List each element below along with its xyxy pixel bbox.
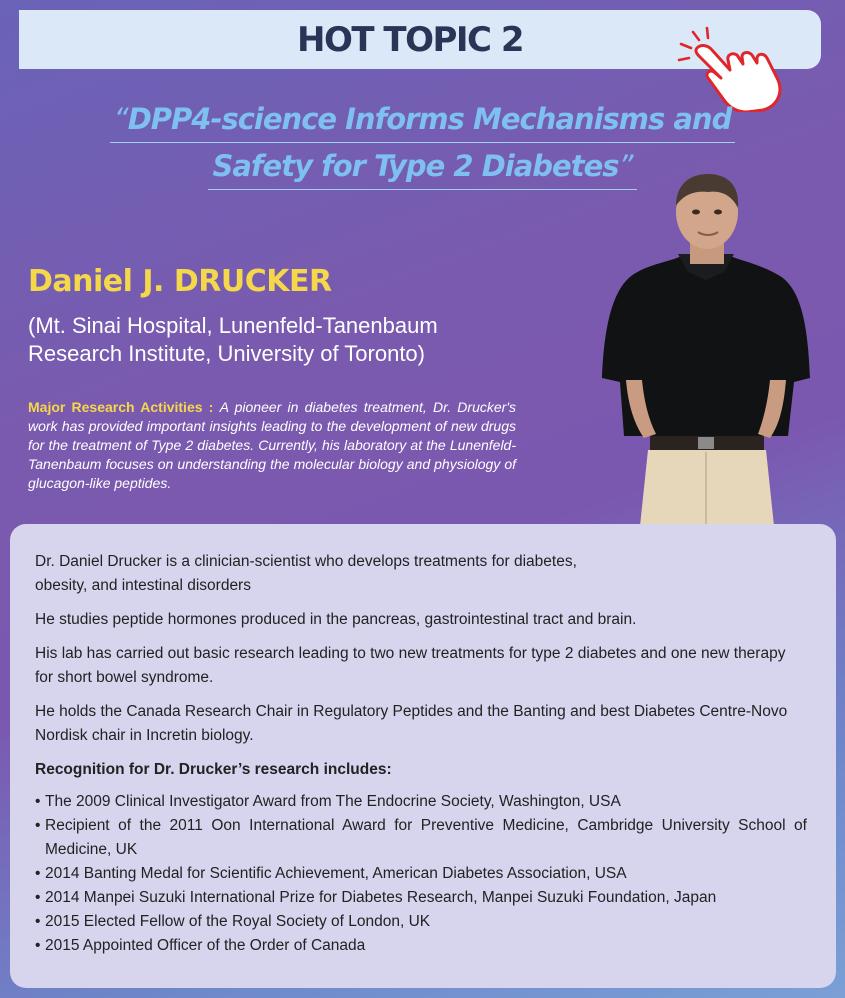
award-item: • Recipient of the 2011 Oon International Award for Preventive Medicine, Cambridge University School of Medicine, UK [35,814,807,862]
banner-title: HOT TOPIC 2 [297,19,523,60]
research-activities [28,398,516,493]
bio-paragraph-1 [35,550,807,598]
bio-paragraph-2: He studies peptide hormones produced in the pancreas, gastrointestinal tract and brain. [35,611,637,628]
award-item: • 2015 Elected Fellow of the Royal Society of London, UK [35,910,807,934]
topic-line-2 [208,143,636,190]
affiliation-line-1: (Mt. Sinai Hospital, Lunenfeld-Tanenbaum [28,313,438,338]
award-item: • The 2009 Clinical Investigator Award from The Endocrine Society, Washington, USA [35,790,807,814]
topic-title-line-2: Safety for Type 2 Diabetes [212,149,619,183]
awards-list [35,790,807,958]
open-quote-mark: “ [113,102,128,136]
bio-paragraph-3: His lab has carried out basic research leading to two new treatments for type 2 diabetes and one new therapy for short bowel syndrome. [35,645,786,686]
topic-title-line-1: DPP4-science Informs Mechanisms and [127,102,732,136]
affiliation-line-2: Research Institute, University of Toronto) [28,341,425,366]
activities-text: A pioneer in diabetes treatment, Dr. Drucker's work has provided important insights leading to the development of new drugs for the treatment of Type 2 diabetes. Currently, his laboratory at the Lunenfeld-Tanenbaum focuses on understanding the molecular biology and physiology of glucagon-like peptides. [28,399,516,491]
award-item: • 2014 Banting Medal for Scientific Achievement, American Diabetes Association, USA [35,862,807,886]
activities-label: Major Research Activities : [28,399,220,415]
speaker-photo [598,168,814,526]
speaker-name: Daniel J. DRUCKER [28,264,332,299]
bio-paragraph-4: He holds the Canada Research Chair in Regulatory Peptides and the Banting and best Diabetes Centre-Novo Nordisk chair in Incretin biology. [35,703,788,744]
speaker-affiliation [28,312,548,368]
bio-p1-line-2: obesity, and intestinal disorders [35,577,251,594]
biography-body [35,550,807,958]
award-item: • 2014 Manpei Suzuki International Prize for Diabetes Research, Manpei Suzuki Foundation, Japan [35,886,807,910]
biography-card [10,524,836,988]
recognition-heading: Recognition for Dr. Drucker’s research includes: [35,761,392,778]
bio-p1-line-1: Dr. Daniel Drucker is a clinician-scientist who develops treatments for diabetes, [35,553,577,570]
close-quote-mark: ” [618,149,633,183]
topic-line-1 [110,96,736,143]
award-item: • 2015 Appointed Officer of the Order of Canada [35,934,807,958]
